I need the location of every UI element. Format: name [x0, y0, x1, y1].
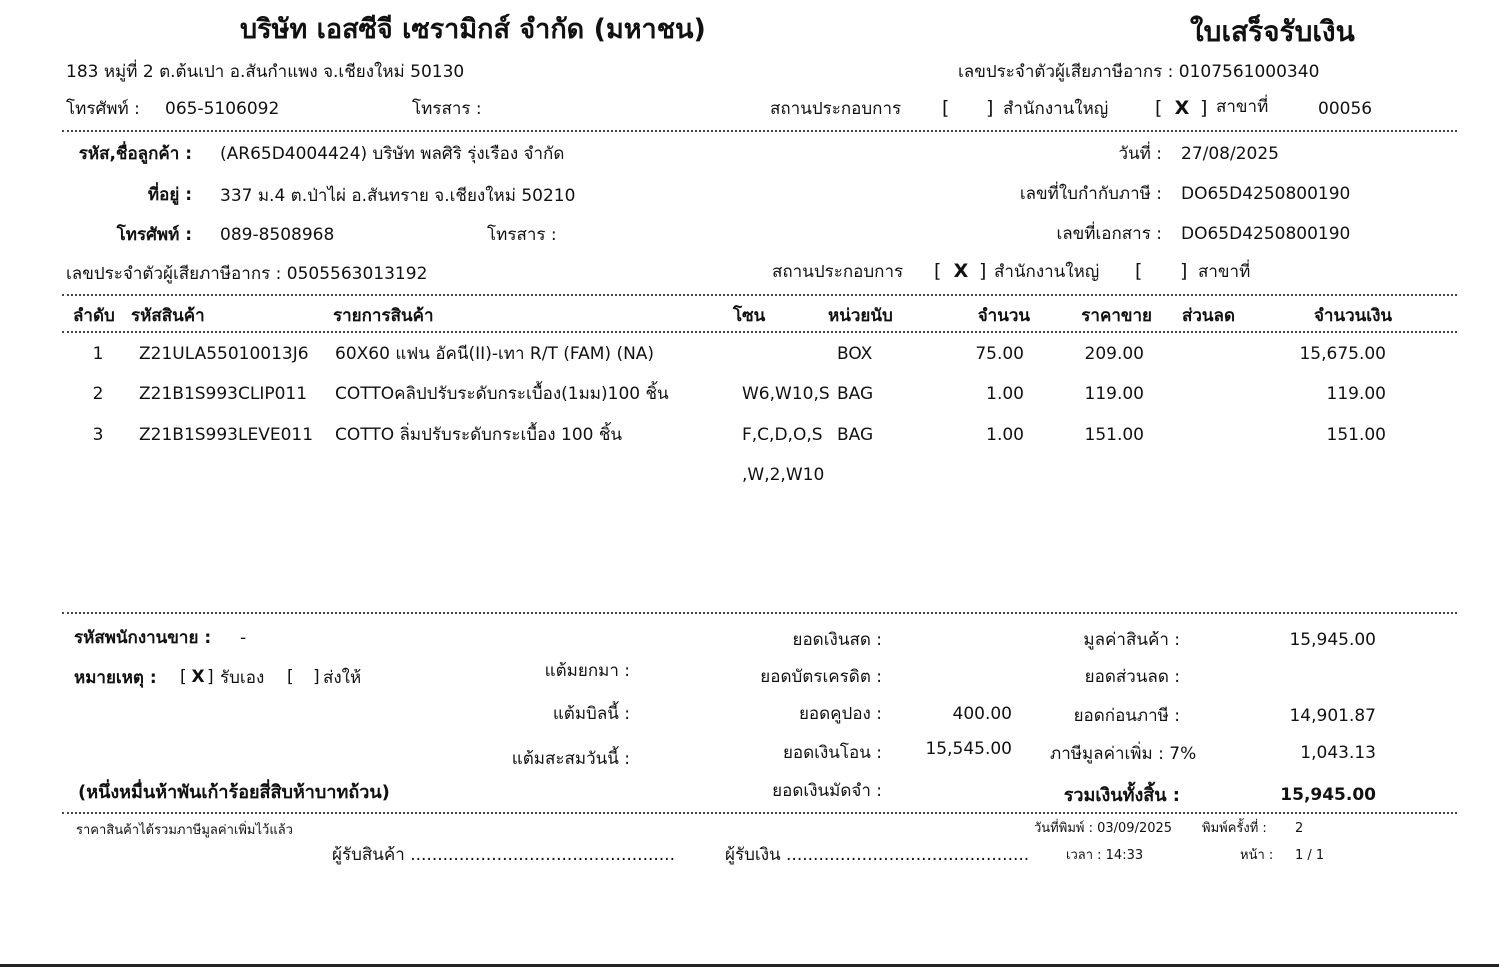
- company-phone: 065-5106092: [165, 99, 280, 119]
- pretax-amount: 14,901.87: [1289, 706, 1376, 726]
- print-count: 2: [1295, 821, 1304, 836]
- customer-phone-label: โทรศัพท์ :: [116, 225, 192, 245]
- vat-amount: 1,043.13: [1300, 743, 1376, 763]
- salesperson: -: [240, 628, 247, 648]
- transfer-label: ยอดเงินโอน :: [782, 743, 882, 763]
- row-price: 209.00: [1084, 344, 1144, 364]
- delivery-checkbox: [: [287, 667, 294, 687]
- company-branch-checkbox-close: ]: [1200, 97, 1208, 119]
- tax-invoice-no: DO65D4250800190: [1181, 184, 1351, 204]
- company-fax-label: โทรสาร :: [412, 99, 482, 119]
- customer-code-label: รหัส,ชื่อลูกค้า :: [78, 144, 192, 164]
- delivery-checkbox-close: ]: [313, 667, 320, 687]
- customer-branch-checkbox-close: ]: [1180, 260, 1188, 282]
- row-price: 151.00: [1084, 425, 1144, 445]
- col-qty: จำนวน: [977, 306, 1030, 326]
- row-no: 1: [92, 344, 104, 364]
- divider: [62, 294, 1457, 296]
- col-zone: โซน: [733, 306, 766, 326]
- goods-value: 15,945.00: [1289, 630, 1376, 650]
- company-branch-mark: X: [1174, 97, 1190, 119]
- document-title: ใบเสร็จรับเงิน: [1190, 15, 1355, 48]
- row-unit: BAG: [837, 425, 874, 445]
- row-amount: 119.00: [1326, 384, 1386, 404]
- col-no: ลำดับ: [73, 306, 115, 326]
- col-unit: หน่วยนับ: [828, 306, 893, 326]
- self-pickup-checkbox-close: ]: [207, 667, 214, 687]
- row-description: 60X60 แฟน อัคนี(II)-เทา R/T (FAM) (NA): [335, 344, 655, 364]
- points-this-bill-label: แต้มบิลนี้ :: [552, 704, 630, 724]
- customer-establishment-label: สถานประกอบการ: [772, 262, 904, 282]
- divider: [62, 130, 1457, 132]
- page-number: 1 / 1: [1295, 848, 1325, 863]
- delivery-label: ส่งให้: [323, 668, 362, 688]
- self-pickup-label: รับเอง: [220, 668, 265, 688]
- customer-branch-checkbox: [: [1135, 260, 1143, 282]
- deposit-label: ยอดเงินมัดจำ :: [772, 781, 882, 801]
- coupon-amount: 400.00: [952, 704, 1012, 724]
- print-date: วันที่พิมพ์ : 03/09/2025: [1034, 821, 1173, 836]
- company-address: 183 หมู่ที่ 2 ต.ต้นเปา อ.สันกำแพง จ.เชียงใหม่ 50130: [66, 62, 465, 82]
- row-code: Z21ULA55010013J6: [139, 344, 309, 364]
- pretax-label: ยอดก่อนภาษี :: [1073, 706, 1180, 726]
- divider: [62, 812, 1457, 814]
- money-receiver-signature: ผู้รับเงิน .............................................: [725, 845, 1030, 865]
- company-branch-label: สาขาที่: [1216, 97, 1269, 117]
- points-brought-label: แต้มยกมา :: [544, 661, 630, 681]
- company-name: บริษัท เอสซีจี เซรามิกส์ จำกัด (มหาชน): [240, 14, 706, 45]
- customer-branch-label: สาขาที่: [1198, 262, 1251, 282]
- card-label: ยอดบัตรเครดิต :: [760, 667, 882, 687]
- vat-label: ภาษีมูลค่าเพิ่ม : 7%: [1050, 744, 1197, 764]
- row-code: Z21B1S993LEVE011: [139, 425, 314, 445]
- row-no: 2: [92, 384, 104, 404]
- salesperson-label: รหัสพนักงานขาย :: [74, 628, 212, 648]
- row-unit: BAG: [837, 384, 874, 404]
- doc-no-label: เลขที่เอกสาร :: [1056, 224, 1162, 244]
- company-branch-no: 00056: [1318, 99, 1373, 119]
- customer-address-label: ที่อยู่ :: [147, 185, 192, 205]
- col-discount: ส่วนลด: [1182, 306, 1236, 326]
- coupon-label: ยอดคูปอง :: [798, 704, 882, 724]
- row-qty: 1.00: [986, 425, 1024, 445]
- col-code: รหัสสินค้า: [131, 306, 205, 326]
- goods-value-label: มูลค่าสินค้า :: [1083, 630, 1180, 650]
- company-phone-label: โทรศัพท์ :: [66, 99, 140, 119]
- divider: [62, 612, 1457, 614]
- row-zone: F,C,D,O,S: [742, 425, 823, 445]
- print-time: เวลา : 14:33: [1066, 848, 1144, 863]
- customer-hq-checkbox: [: [934, 260, 942, 282]
- customer-code-name: (AR65D4004424) บริษัท พลศิริ รุ่งเรือง จำกัด: [220, 144, 565, 164]
- company-hq-checkbox-close: ]: [986, 97, 994, 119]
- row-description: COTTO ลิ่มปรับระดับกระเบื้อง 100 ชิ้น: [335, 425, 623, 445]
- customer-phone: 089-8508968: [220, 225, 335, 245]
- discount-total-label: ยอดส่วนลด :: [1084, 667, 1180, 687]
- company-establishment-label: สถานประกอบการ: [770, 99, 902, 119]
- row-amount: 151.00: [1326, 425, 1386, 445]
- doc-date-label: วันที่ :: [1118, 144, 1162, 164]
- cash-label: ยอดเงินสด :: [792, 630, 882, 650]
- goods-receiver-signature: ผู้รับสินค้า .................................................: [332, 845, 675, 865]
- grand-total-label: รวมเงินทั้งสิ้น :: [1063, 785, 1180, 806]
- company-branch-checkbox: [: [1155, 97, 1163, 119]
- company-tax-id: เลขประจำตัวผู้เสียภาษีอากร : 0107561000340: [958, 62, 1320, 82]
- amount-in-words: (หนึ่งหมื่นห้าพันเก้าร้อยสี่สิบห้าบาทถ้วน): [78, 782, 390, 803]
- transfer-amount: 15,545.00: [925, 739, 1012, 759]
- row-qty: 75.00: [975, 344, 1024, 364]
- customer-address: 337 ม.4 ต.ป่าไผ่ อ.สันทราย จ.เชียงใหม่ 50210: [220, 186, 576, 206]
- customer-hq-checkbox-close: ]: [979, 260, 987, 282]
- col-description: รายการสินค้า: [333, 306, 434, 326]
- row-description: COTTOคลิปปรับระดับกระเบื้อง(1มม)100 ชิ้น: [335, 384, 669, 404]
- customer-hq-mark: X: [953, 260, 969, 282]
- self-pickup-mark: X: [191, 667, 205, 687]
- doc-date: 27/08/2025: [1181, 144, 1279, 164]
- row-qty: 1.00: [986, 384, 1024, 404]
- print-count-label: พิมพ์ครั้งที่ :: [1202, 821, 1267, 836]
- page-label: หน้า :: [1240, 848, 1274, 863]
- customer-tax-id: เลขประจำตัวผู้เสียภาษีอากร : 0505563013192: [66, 264, 428, 284]
- customer-fax-label: โทรสาร :: [487, 225, 557, 245]
- tax-invoice-label: เลขที่ใบกำกับภาษี :: [1019, 184, 1162, 204]
- row-price: 119.00: [1084, 384, 1144, 404]
- self-pickup-checkbox: [: [180, 667, 187, 687]
- points-total-label: แต้มสะสมวันนี้ :: [511, 749, 630, 769]
- doc-no: DO65D4250800190: [1181, 224, 1351, 244]
- row-zone: W6,W10,S: [742, 384, 830, 404]
- col-price: ราคาขาย: [1081, 306, 1152, 326]
- grand-total: 15,945.00: [1280, 785, 1376, 805]
- row-code: Z21B1S993CLIP011: [139, 384, 308, 404]
- company-hq-checkbox: [: [942, 97, 950, 119]
- col-amount: จำนวนเงิน: [1313, 306, 1392, 326]
- remark-label: หมายเหตุ :: [74, 668, 157, 688]
- company-hq-label: สำนักงานใหญ่: [1003, 99, 1109, 119]
- row-amount: 15,675.00: [1299, 344, 1386, 364]
- vat-included-note: ราคาสินค้าได้รวมภาษีมูลค่าเพิ่มไว้แล้ว: [76, 823, 293, 838]
- row-no: 3: [92, 425, 104, 445]
- customer-hq-label: สำนักงานใหญ่: [994, 262, 1100, 282]
- row-unit: BOX: [837, 344, 873, 364]
- row-zone-continued: ,W,2,W10: [742, 465, 825, 485]
- divider: [62, 331, 1457, 333]
